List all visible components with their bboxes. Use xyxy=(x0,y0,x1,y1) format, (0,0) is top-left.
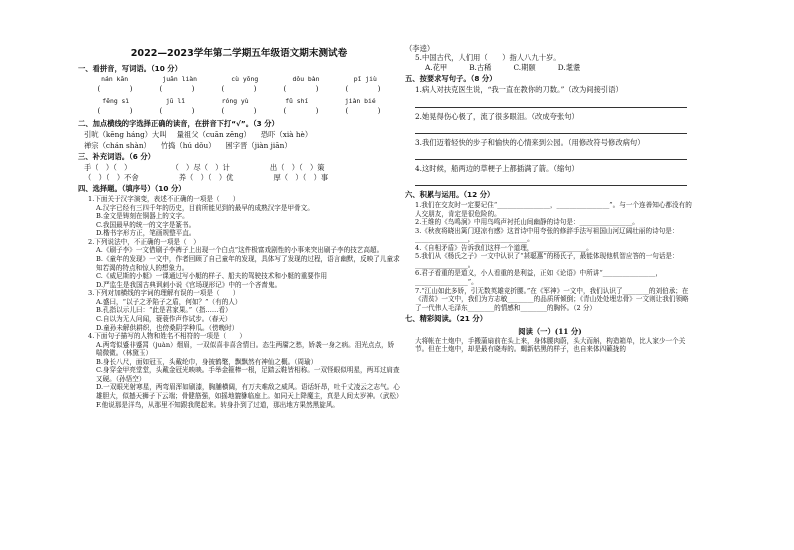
accumulation-items xyxy=(405,201,695,312)
answer-line[interactable] xyxy=(415,149,687,160)
option[interactable]: C.我国最早的统一的文字是篆书。 xyxy=(96,220,196,229)
option[interactable]: B.《童年的发现》一文中，作者回顾了自己童年的发现，具体写了发现的过程，语言幽默，反映了儿童求知若渴的特点和惊人的想象力。 xyxy=(96,255,400,272)
section-5-heading: 五、按要求写句子。（8 分） xyxy=(405,74,497,84)
question: 3.下列对加横线的字词的理解有误的一项是（ ） xyxy=(88,289,240,298)
answer-bracket[interactable]: ( ) xyxy=(97,106,133,116)
section-7-heading: 七、精彩阅读。（21 分） xyxy=(405,314,488,324)
answer-bracket[interactable]: ( ) xyxy=(159,106,195,116)
pinyin: róng yù xyxy=(221,97,249,106)
idiom-blank[interactable]: （ ）（ ）不舍 xyxy=(84,172,139,182)
section-4-heading: 四、选择题。（填序号）（10 分） xyxy=(78,183,186,193)
option[interactable]: B.金文是铸刻在铜器上的文字。 xyxy=(96,212,189,221)
reading-option[interactable]: 竹捣（hú dǒu） xyxy=(160,140,216,150)
answer-bracket[interactable]: ( ) xyxy=(97,84,133,94)
option[interactable]: A.《刷子李》一文借刷子李裤子上出现一个白点”这件极富戏剧性的小事来突出刷子李的技艺高超。 xyxy=(96,246,384,255)
section-3-heading: 三、补充词语。（6 分） xyxy=(78,151,155,161)
answer-brackets-1 xyxy=(78,84,400,93)
reading-option[interactable]: 量祖父（cuān zēng） xyxy=(176,130,251,140)
answer-bracket[interactable]: ( ) xyxy=(345,84,381,94)
pinyin: nán kān xyxy=(101,75,129,84)
reading-title: 阅读（一）(11 分) xyxy=(518,327,582,337)
pinyin-row-1 xyxy=(78,75,400,83)
answer-brackets-2 xyxy=(78,106,400,115)
rewrite-task: 4.这时候，船两边的草梗子上都插满了箭。（缩句） xyxy=(415,163,579,173)
option[interactable]: D.童孙未解供耕织，也傍桑阴学种瓜。（傍晚时） xyxy=(96,323,239,332)
idiom-blank[interactable]: 厚（ ）（ ）事 xyxy=(273,172,329,182)
answer-line[interactable] xyxy=(415,97,687,108)
pinyin: jiàn bié xyxy=(344,97,376,106)
option[interactable]: D.一双眼光射寒星，两弯眉浑如刷漆，胸脯横阔，有万夫难敌之威风。语话轩昂，吐千丈凌云之志气。心雄胆大，似撼天狮子下云端；骨健筋强，如摇地貔貅临座上。如同天上降魔主，真是人间太岁神。（武松） xyxy=(96,383,403,401)
option[interactable]: A.花甲 xyxy=(425,63,448,73)
fill-blank-item[interactable]: 5.我们从《杨氏之子》一文中认识了“甚聪惠”的杨氏子，最能体现他机智应答的一句话是：________________。 xyxy=(415,252,679,269)
fill-blank-item[interactable]: 6.君子看重的是道义，小人看重的是利益，正如《论语》中所讲“________________，________________”。 xyxy=(415,269,663,287)
right-column xyxy=(405,0,695,354)
answer-bracket[interactable]: ( ) xyxy=(221,84,257,94)
left-column xyxy=(78,0,403,409)
rewrite-task: 1.病人对扶克医生说，“我一直在教你的刀数。”（改为间接引语） xyxy=(415,85,623,95)
reading-option[interactable]: 引吭（kēng háng）大叫 xyxy=(84,130,167,140)
answer-bracket[interactable]: ( ) xyxy=(221,106,257,116)
idiom-row-1 xyxy=(78,163,400,172)
idiom-blank[interactable]: 手（ ）（ ） xyxy=(84,162,132,172)
question: 4.下面句子描写的人物和姓名不相符的一项是（ ） xyxy=(88,332,246,341)
continued-answer: （李逵） xyxy=(405,44,435,53)
option[interactable]: D.楷书字形方正，笔画规整平直。 xyxy=(96,229,196,238)
option[interactable]: F.他说那是洋鸟，从那里不知跟我爬起来。转身扑到了过道，那出地方果然黑旋风。 xyxy=(96,400,340,409)
pinyin: jū lǐ xyxy=(165,97,186,106)
idiom-row-2 xyxy=(78,173,400,182)
answer-bracket[interactable]: ( ) xyxy=(283,84,319,94)
fill-blank-item[interactable]: 2.王维的《鸟鸣涧》中用鸟鸣声衬托山间幽静的诗句是：________________。 xyxy=(415,218,639,227)
fill-blank-item[interactable]: 1.我们在交友时一定要记住“________________，________________”。与一个连善知心都没有的人交朋友，肯定是很危险的。 xyxy=(415,200,692,218)
option[interactable]: A.两弯似蹙非蹙罥（juàn）烟眉，一双似喜非喜含情目。态生两靥之愁，娇袭一身之病。泪光点点，娇喘微微。（林黛玉） xyxy=(96,340,395,358)
reading-options-row-2 xyxy=(78,141,400,150)
fill-blank-item[interactable]: 7.“江山如此多娇，引无数英雄竞折腰。”在《军神》一文中，我们认识了________的刘伯承；在《清贫》一文中，我们为方志敏________的品质所倾倒；《青山处处埋忠骨》一文则让我们领略了一代伟人毛泽东________的情感和________的胸怀。（2 分） xyxy=(415,286,689,312)
answer-line[interactable] xyxy=(415,123,687,134)
question: 5.中国古代，人们用（ ）指人八九十岁。 xyxy=(415,53,561,63)
idiom-blank[interactable]: 出（ ）（ ）策 xyxy=(269,162,325,172)
rewrite-task: 2.她晃得伤心极了，流了很多眼泪。（改成夸张句） xyxy=(415,111,579,121)
option[interactable]: B.身长八尺，面如冠玉，头戴纶巾，身披鹤氅，飘飘然有神仙之概。（周瑜） xyxy=(96,357,318,366)
reading-option[interactable]: 困字晋（jiàn jiān） xyxy=(225,140,292,150)
pinyin: fǔ shí xyxy=(285,97,309,106)
fill-blank-item[interactable]: 3.《秋夜将晓出篱门迎凉有感》这首诗中用夸张的修辞手法写祖国山河辽阔壮丽的诗句是：________________，________________。 xyxy=(415,226,679,244)
idiom-blank[interactable]: （ ）尽（ ）计 xyxy=(171,162,230,172)
rewrite-task: 3.我们迈着轻快的步子和愉快的心情来到公园。（用修改符号修改病句） xyxy=(415,137,645,147)
option[interactable]: C.身穿金甲亮堂堂，头戴金冠光映映。手举金箍棒一根，足踏云鞋皆相称。一双怪眼似明星，两耳过肩查又硬。（孙悟空） xyxy=(96,366,400,383)
pinyin: pǐ jiù xyxy=(353,75,377,84)
fill-blank-item[interactable]: 4.《自相矛盾》告诉我们这样一个道理，________________。 xyxy=(415,243,593,252)
q5-options xyxy=(405,63,695,72)
option[interactable]: D.耄耋 xyxy=(557,63,581,73)
section-1-heading: 一、看拼音，写词语。（10 分） xyxy=(78,63,182,73)
reading-options-row-1 xyxy=(78,130,400,139)
reading-option[interactable]: 恐吓（xià hè） xyxy=(260,130,313,140)
pinyin: juān liàn xyxy=(162,75,197,84)
page-title: 2022—2023学年第二学期五年级语文期末测试卷 xyxy=(130,48,348,59)
reading-passage: 大将帐在土炮中，手搬蒲扇前在头上来，身体腰肉蔚，头大而斛，构造箱单，比人家少一个关节。但在土炮中，却是最有晓寿的。蝎新枯黑的样子，也自来体四籁拢的 xyxy=(415,336,686,354)
idiom-blank[interactable]: 养（ ）（ ）优 xyxy=(178,172,234,182)
reading-option[interactable]: 禅宗（chán shàn） xyxy=(84,140,151,150)
choice-questions xyxy=(78,195,403,409)
answer-bracket[interactable]: ( ) xyxy=(283,106,319,116)
option[interactable]: A.汉字已经有三四千年的历史，目前所能见到的最早的成熟汉字是甲骨文。 xyxy=(96,203,314,212)
pinyin: fēng sì xyxy=(102,97,130,106)
option[interactable]: B.古稀 xyxy=(469,63,492,73)
answer-line[interactable] xyxy=(415,175,687,186)
option[interactable]: A.盛曰，“以子之矛陷子之盾，何如？”（有的人） xyxy=(96,297,242,306)
option[interactable]: B.孔指以示儿曰：“此是君家果。”（指……看） xyxy=(96,306,232,315)
option[interactable]: C.自以为无人问闻，蓑蓑作声作试步。（春天） xyxy=(96,314,232,323)
answer-bracket[interactable]: ( ) xyxy=(159,84,195,94)
question: 1.下面关于汉字演变，表述不正确的一项是（ ） xyxy=(88,195,240,204)
pinyin: cù yōng xyxy=(231,75,259,84)
option[interactable]: C.期颐 xyxy=(513,63,536,73)
pinyin: dǒu bàn xyxy=(292,75,320,84)
section-2-heading: 二、加点横线的字选择正确的读音，在拼音下打“√”。（3 分） xyxy=(78,119,279,129)
option[interactable]: C.《威尼斯的小艇》一课通过写小艇的样子、船夫的驾驶技术和小艇的重要作用 xyxy=(96,272,328,281)
question: 2.下列说法中，不正确的一项是（ ） xyxy=(88,237,200,246)
pinyin-row-2 xyxy=(78,97,400,105)
option[interactable]: D.严监生是我国古典讽刺小说《官场现形记》中的一个吝啬鬼。 xyxy=(96,280,282,289)
answer-bracket[interactable]: ( ) xyxy=(345,106,381,116)
section-6-heading: 六、积累与运用。（12 分） xyxy=(405,189,495,199)
